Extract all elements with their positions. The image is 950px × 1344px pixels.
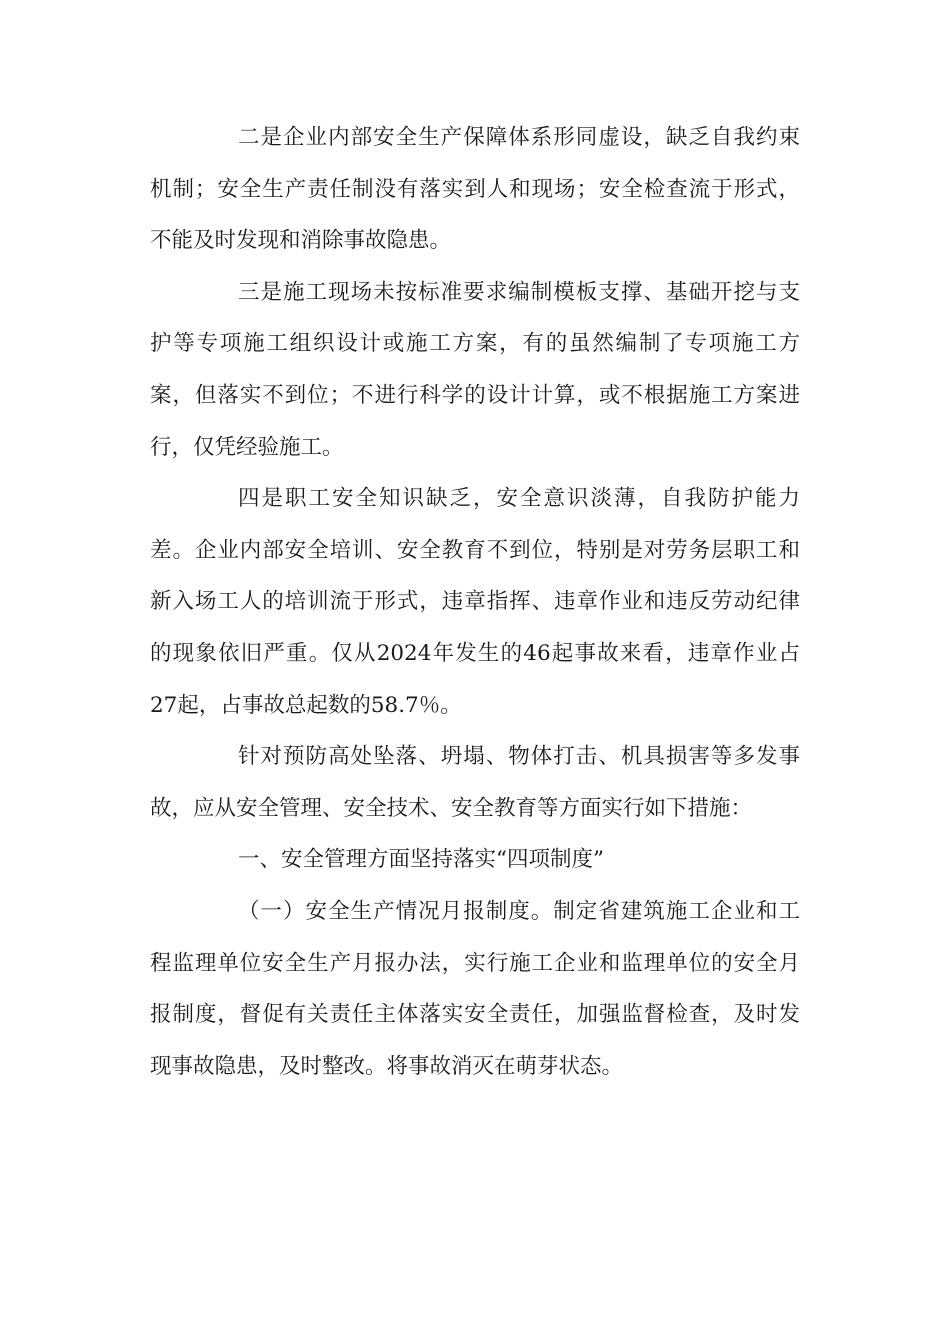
body-text [150, 112, 800, 1092]
text-line: 三是施工现场未按标准要求编制模板支撑、基础开挖与支 [238, 279, 800, 305]
text-line: 机制；安全生产责任制没有落实到人和现场；安全检查流于形式， [150, 176, 800, 202]
text-line: 四是职工安全知识缺乏，安全意识淡薄，自我防护能力 [238, 486, 800, 512]
text-line: 新入场工人的培训流于形式，违章指挥、违章作业和违反劳动纪律 [150, 589, 800, 615]
text-line: 报制度，督促有关责任主体落实安全责任，加强监督检查，及时发 [150, 1002, 800, 1028]
text-line: 行，仅凭经验施工。 [150, 434, 344, 460]
text-line: 程监理单位安全生产月报办法，实行施工企业和监理单位的安全月 [150, 950, 800, 976]
text-line: 针对预防高处坠落、坍塌、物体打击、机具损害等多发事 [238, 744, 800, 770]
paragraph-monthly-report-system [150, 886, 800, 1092]
text-line: 的现象依旧严重。仅从2024年发生的46起事故来看，违章作业占 [150, 640, 800, 666]
text-line: 27起，占事故总起数的58.7％。 [150, 692, 462, 718]
paragraph-four-worker-knowledge [150, 473, 800, 731]
text-line: 护等专项施工组织设计或施工方案，有的虽然编制了专项施工方 [150, 331, 800, 357]
text-line: 不能及时发现和消除事故隐患。 [150, 228, 452, 254]
text-line: 现事故隐患，及时整改。将事故消灭在萌芽状态。 [150, 1053, 624, 1079]
paragraph-two-safety-system [150, 112, 800, 267]
text-line: 案，但落实不到位；不进行科学的设计计算，或不根据施工方案进 [150, 382, 800, 408]
text-line: 二是企业内部安全生产保障体系形同虚设，缺乏自我约束 [238, 125, 800, 150]
paragraph-three-construction-plan [150, 267, 800, 473]
paragraph-measures-intro [150, 731, 800, 834]
text-line: （一）安全生产情况月报制度。制定省建筑施工企业和工 [238, 898, 800, 924]
text-line: 差。企业内部安全培训、安全教育不到位，特别是对劳务层职工和 [150, 537, 800, 563]
section-heading: 一、安全管理方面坚持落实“四项制度” [238, 847, 604, 873]
section-heading-four-systems [150, 834, 800, 886]
text-line: 故，应从安全管理、安全技术、安全教育等方面实行如下措施： [150, 795, 753, 821]
